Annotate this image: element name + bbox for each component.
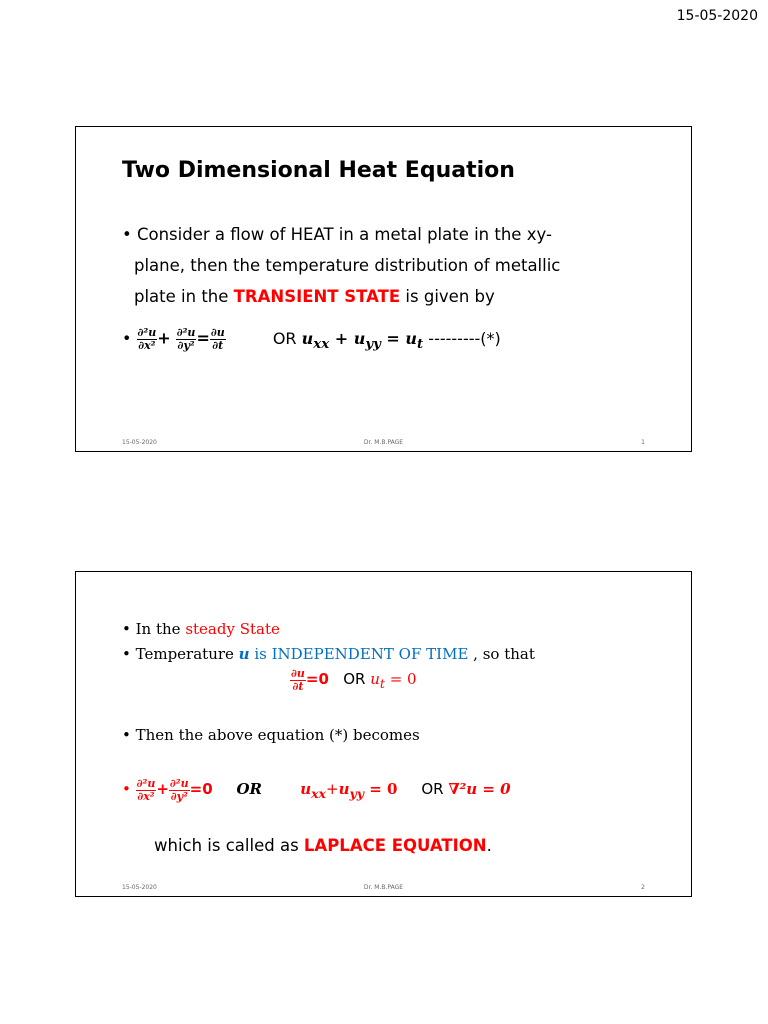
footer-author: Dr. M.B.PAGE bbox=[363, 884, 404, 891]
steady-state-highlight: steady State bbox=[185, 620, 280, 638]
fraction-d2u-dx2 bbox=[136, 778, 157, 802]
bullet-line-2: plane, then the temperature distribution of metallic bbox=[134, 256, 561, 275]
fraction-denominator: ∂t bbox=[212, 338, 224, 352]
slide-title: Two Dimensional Heat Equation bbox=[122, 158, 515, 183]
or-label: OR bbox=[343, 670, 366, 689]
bullet-text: In the bbox=[130, 620, 186, 638]
u-symbol: u bbox=[370, 670, 380, 689]
bullet-text: , so that bbox=[468, 645, 535, 663]
u-symbol: u bbox=[301, 328, 314, 348]
bullet-text: plate in the bbox=[134, 287, 234, 306]
footer-date: 15-05-2020 bbox=[122, 884, 157, 891]
bullet-line-3 bbox=[122, 281, 642, 312]
plus-sign: + bbox=[329, 328, 354, 348]
fraction-denominator: ∂y² bbox=[177, 338, 195, 352]
fraction-numerator: ∂u bbox=[210, 326, 225, 339]
equals-sign: = bbox=[380, 328, 406, 348]
bullet-text: Consider a flow of HEAT in a metal plate in the xy- bbox=[136, 225, 552, 244]
or-label: OR bbox=[272, 328, 297, 348]
footer-page-number: 1 bbox=[641, 439, 645, 446]
fraction-numerator: ∂²u bbox=[137, 326, 157, 339]
or-label-italic: OR bbox=[236, 780, 263, 799]
or-label: OR bbox=[421, 780, 444, 799]
subscript-yy: yy bbox=[365, 335, 381, 352]
bullet-text: is given by bbox=[400, 287, 495, 306]
equals-zero: =0 bbox=[305, 670, 329, 689]
fraction-d2u-dx2 bbox=[137, 327, 158, 351]
fraction-numerator: ∂²u bbox=[136, 777, 156, 790]
fraction-du-dt bbox=[210, 327, 226, 351]
plus-sign: + bbox=[326, 780, 339, 799]
u-symbol: u bbox=[238, 645, 250, 663]
laplacian-form: ∇²u = 0 bbox=[448, 780, 511, 799]
subscript-form bbox=[272, 328, 501, 352]
equation-tag: ---------(*) bbox=[423, 328, 501, 348]
subscript-t: t bbox=[417, 335, 424, 352]
u-symbol: u bbox=[405, 328, 418, 348]
subscript-t: t bbox=[379, 676, 385, 692]
equals-zero: = 0 bbox=[364, 780, 398, 799]
u-symbol: u bbox=[300, 780, 312, 799]
laplace-equation-forms bbox=[122, 778, 511, 802]
fraction-numerator: ∂u bbox=[291, 667, 305, 680]
heat-equation bbox=[122, 327, 501, 352]
statement-text: . bbox=[486, 836, 492, 855]
u-symbol: u bbox=[353, 328, 366, 348]
fraction-denominator: ∂x² bbox=[138, 338, 156, 352]
fraction-numerator: ∂²u bbox=[176, 326, 196, 339]
statement-text: which is called as bbox=[154, 836, 304, 855]
bullet-temperature bbox=[122, 645, 535, 663]
bullet-text: Temperature bbox=[130, 645, 239, 663]
fraction-denominator: ∂y² bbox=[170, 789, 188, 803]
slide-2 bbox=[75, 571, 692, 897]
fraction-denominator: ∂t bbox=[292, 679, 304, 693]
subscript-xx: xx bbox=[313, 335, 330, 352]
fraction-d2u-dy2 bbox=[176, 327, 197, 351]
fraction-du-dt bbox=[290, 668, 306, 692]
footer-author: Dr. M.B.PAGE bbox=[363, 439, 404, 446]
laplace-equation-statement bbox=[154, 836, 492, 855]
fraction-denominator: ∂x² bbox=[137, 789, 155, 803]
subscript-xx: xx bbox=[311, 786, 326, 802]
footer-page-number: 2 bbox=[641, 884, 645, 891]
plus-sign: + bbox=[156, 780, 169, 799]
bullet-marker: • bbox=[122, 620, 131, 638]
bullet-above-equation bbox=[122, 726, 420, 744]
independent-of-time-highlight: is INDEPENDENT OF TIME bbox=[249, 645, 469, 663]
bullet-paragraph bbox=[122, 219, 642, 312]
bullet-text: Then the above equation (*) becomes bbox=[130, 726, 420, 744]
u-symbol: u bbox=[338, 780, 350, 799]
laplace-equation-highlight: LAPLACE EQUATION bbox=[303, 836, 487, 855]
plus-sign: + bbox=[157, 328, 171, 348]
footer-date: 15-05-2020 bbox=[122, 439, 157, 446]
equals-sign: = bbox=[196, 328, 210, 348]
bullet-line-1 bbox=[122, 219, 642, 250]
transient-state-highlight: TRANSIENT STATE bbox=[233, 287, 401, 306]
page-date: 15-05-2020 bbox=[676, 8, 758, 24]
bullet-marker: • bbox=[122, 780, 131, 799]
bullet-marker: • bbox=[122, 726, 131, 744]
bullet-steady-state bbox=[122, 620, 280, 638]
fraction-d2u-dy2 bbox=[169, 778, 190, 802]
bullet-marker: • bbox=[122, 225, 132, 244]
subscript-yy: yy bbox=[349, 786, 365, 802]
slide-1 bbox=[75, 126, 692, 452]
equals-zero: =0 bbox=[189, 780, 213, 799]
bullet-marker: • bbox=[122, 645, 131, 663]
equals-zero: = 0 bbox=[384, 670, 417, 689]
fraction-numerator: ∂²u bbox=[169, 777, 189, 790]
bullet-marker: • bbox=[122, 328, 132, 348]
time-derivative-zero-equation bbox=[290, 668, 417, 692]
